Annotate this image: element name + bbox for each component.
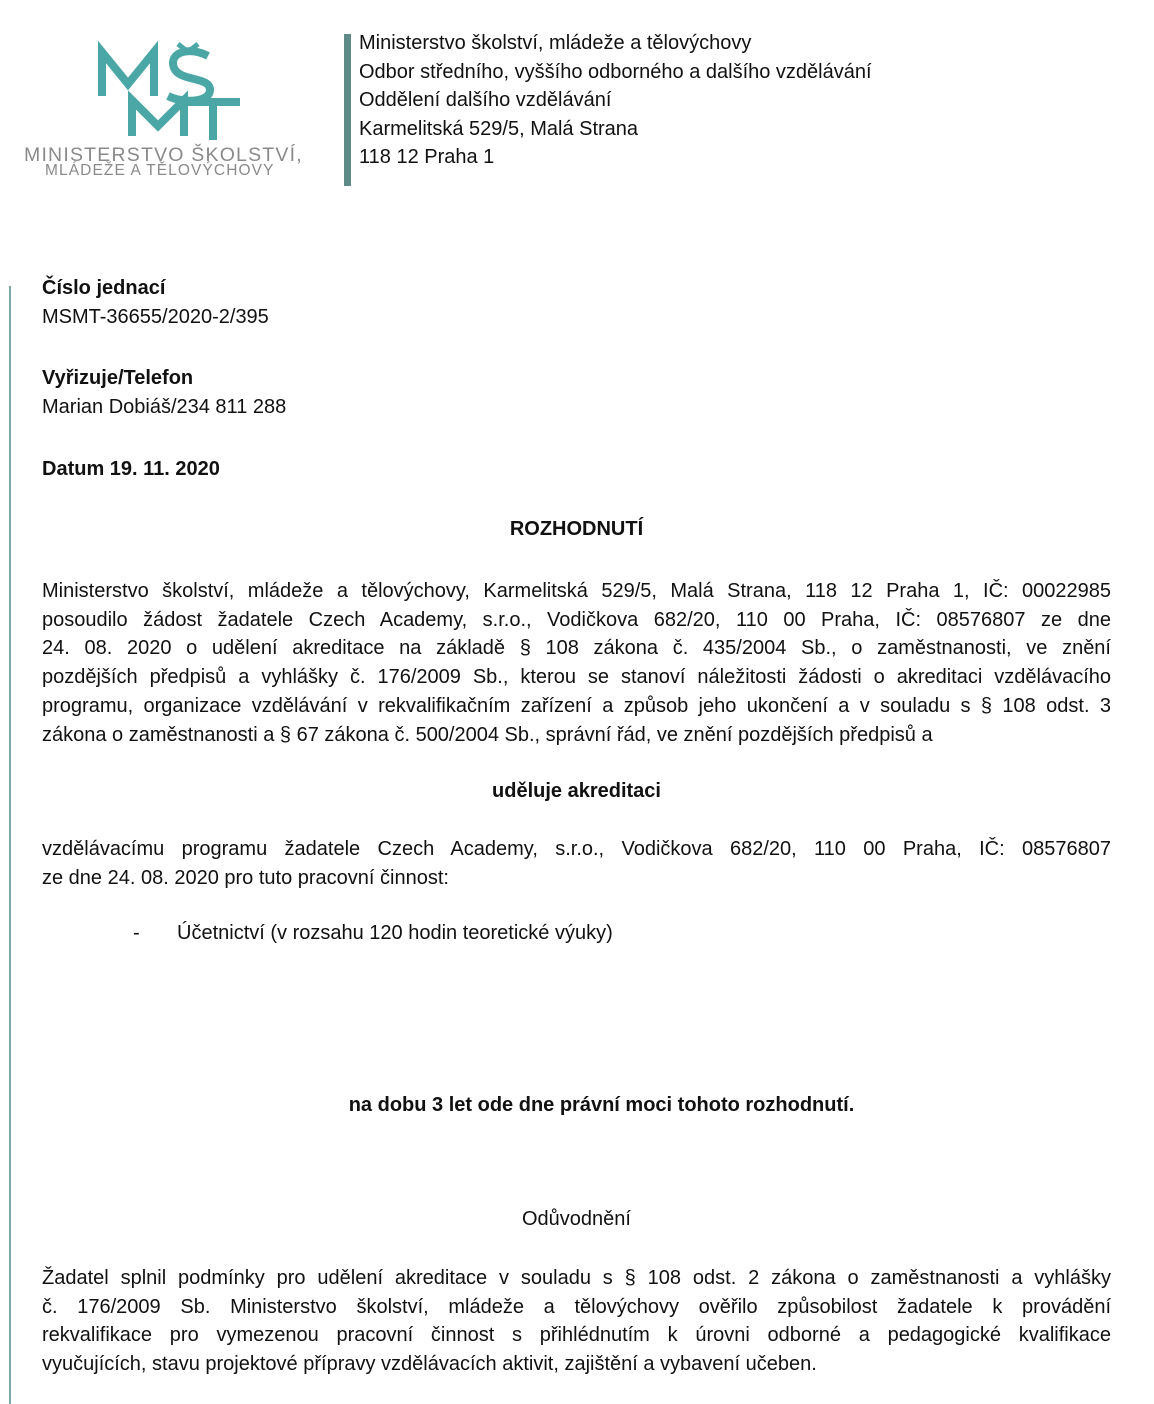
msmt-monogram-icon xyxy=(18,40,318,145)
header-line: Odbor středního, vyššího odborného a dalšího vzdělávání xyxy=(359,60,872,83)
reference-value: MSMT-36655/2020-2/395 xyxy=(42,306,269,328)
paragraph-line: 24. 08. 2020 o udělení akreditace na základě § 108 zákona č. 435/2004 Sb., o zaměstnanosti, ve znění xyxy=(42,637,1111,660)
header-line: Oddělení dalšího vzdělávání xyxy=(359,89,612,111)
header-line: 118 12 Praha 1 xyxy=(359,146,495,168)
intro-paragraph xyxy=(42,577,1111,749)
logo-text-line1: MINISTERSTVO ŠKOLSTVÍ, xyxy=(24,144,303,166)
contact-value: Marian Dobiáš/234 811 288 xyxy=(42,396,287,418)
reference-label: Číslo jednací xyxy=(42,277,166,299)
decision-paragraph xyxy=(42,835,1111,892)
paragraph-line: posoudilo žádost žadatele Czech Academy, s.r.o., Vodičkova 682/20, 110 00 Praha, IČ: 08576807 ze dne xyxy=(42,608,1111,631)
justification-paragraph xyxy=(42,1264,1111,1379)
contact-label: Vyřizuje/Telefon xyxy=(42,367,194,389)
paragraph-line: vyučujících, stavu projektové přípravy vzdělávacích aktivit, zajištění a vybavení učeben. xyxy=(42,1353,817,1376)
paragraph-line: programu, organizace vzdělávání v rekvalifikačním zařízení a způsob jeho ukončení a v souladu s § 108 odst. 3 xyxy=(42,694,1111,717)
paragraph-line: pozdějších předpisů a vyhlášky č. 176/2009 Sb., kterou se stanoví náležitosti žádosti o akreditaci vzdělávacího xyxy=(42,666,1111,689)
header-line: Ministerstvo školství, mládeže a tělovýchovy xyxy=(359,32,752,54)
paragraph-line: vzdělávacímu programu žadatele Czech Academy, s.r.o., Vodičkova 682/20, 110 00 Praha, IČ: 08576807 xyxy=(42,838,1111,860)
margin-rule xyxy=(9,286,11,1404)
sender-address xyxy=(359,29,872,172)
paragraph-line: ze dne 24. 08. 2020 pro tuto pracovní činnost: xyxy=(42,866,449,889)
document-date: Datum 19. 11. 2020 xyxy=(42,458,220,480)
paragraph-line: zákona o zaměstnanosti a § 67 zákona č. 500/2004 Sb., správní řád, ve znění pozdějších předpisů a xyxy=(42,723,933,746)
ministry-logo xyxy=(18,40,318,190)
paragraph-line: rekvalifikace pro vymezenou pracovní činnost s přihlédnutím k úrovni odborné a pedagogické kvalifikace xyxy=(42,1324,1111,1347)
paragraph-line: Ministerstvo školství, mládeže a tělovýchovy, Karmelitská 529/5, Malá Strana, 118 12 Praha 1, IČ: 00022985 xyxy=(42,580,1111,602)
decision-heading: uděluje akreditaci xyxy=(492,780,661,802)
paragraph-line: Žadatel splnil podmínky pro udělení akreditace v souladu s § 108 odst. 2 zákona o zaměstnanosti a vyhlášky xyxy=(42,1267,1111,1289)
activity-item: Účetnictví (v rozsahu 120 hodin teoretické výuky) xyxy=(177,922,613,944)
header-line: Karmelitská 529/5, Malá Strana xyxy=(359,117,639,140)
header-divider xyxy=(344,34,351,186)
duration-statement: na dobu 3 let ode dne právní moci tohoto rozhodnutí. xyxy=(348,1094,855,1116)
paragraph-line: č. 176/2009 Sb. Ministerstvo školství, mládeže a tělovýchovy ověřilo způsobilost žadatele k provádění xyxy=(42,1295,1111,1318)
document-title: ROZHODNUTÍ xyxy=(509,518,644,540)
logo-text-line2: MLÁDEŽE A TĚLOVÝCHOVY xyxy=(45,162,275,179)
justification-heading: Odůvodnění xyxy=(522,1208,631,1230)
bullet-marker: - xyxy=(133,922,140,944)
